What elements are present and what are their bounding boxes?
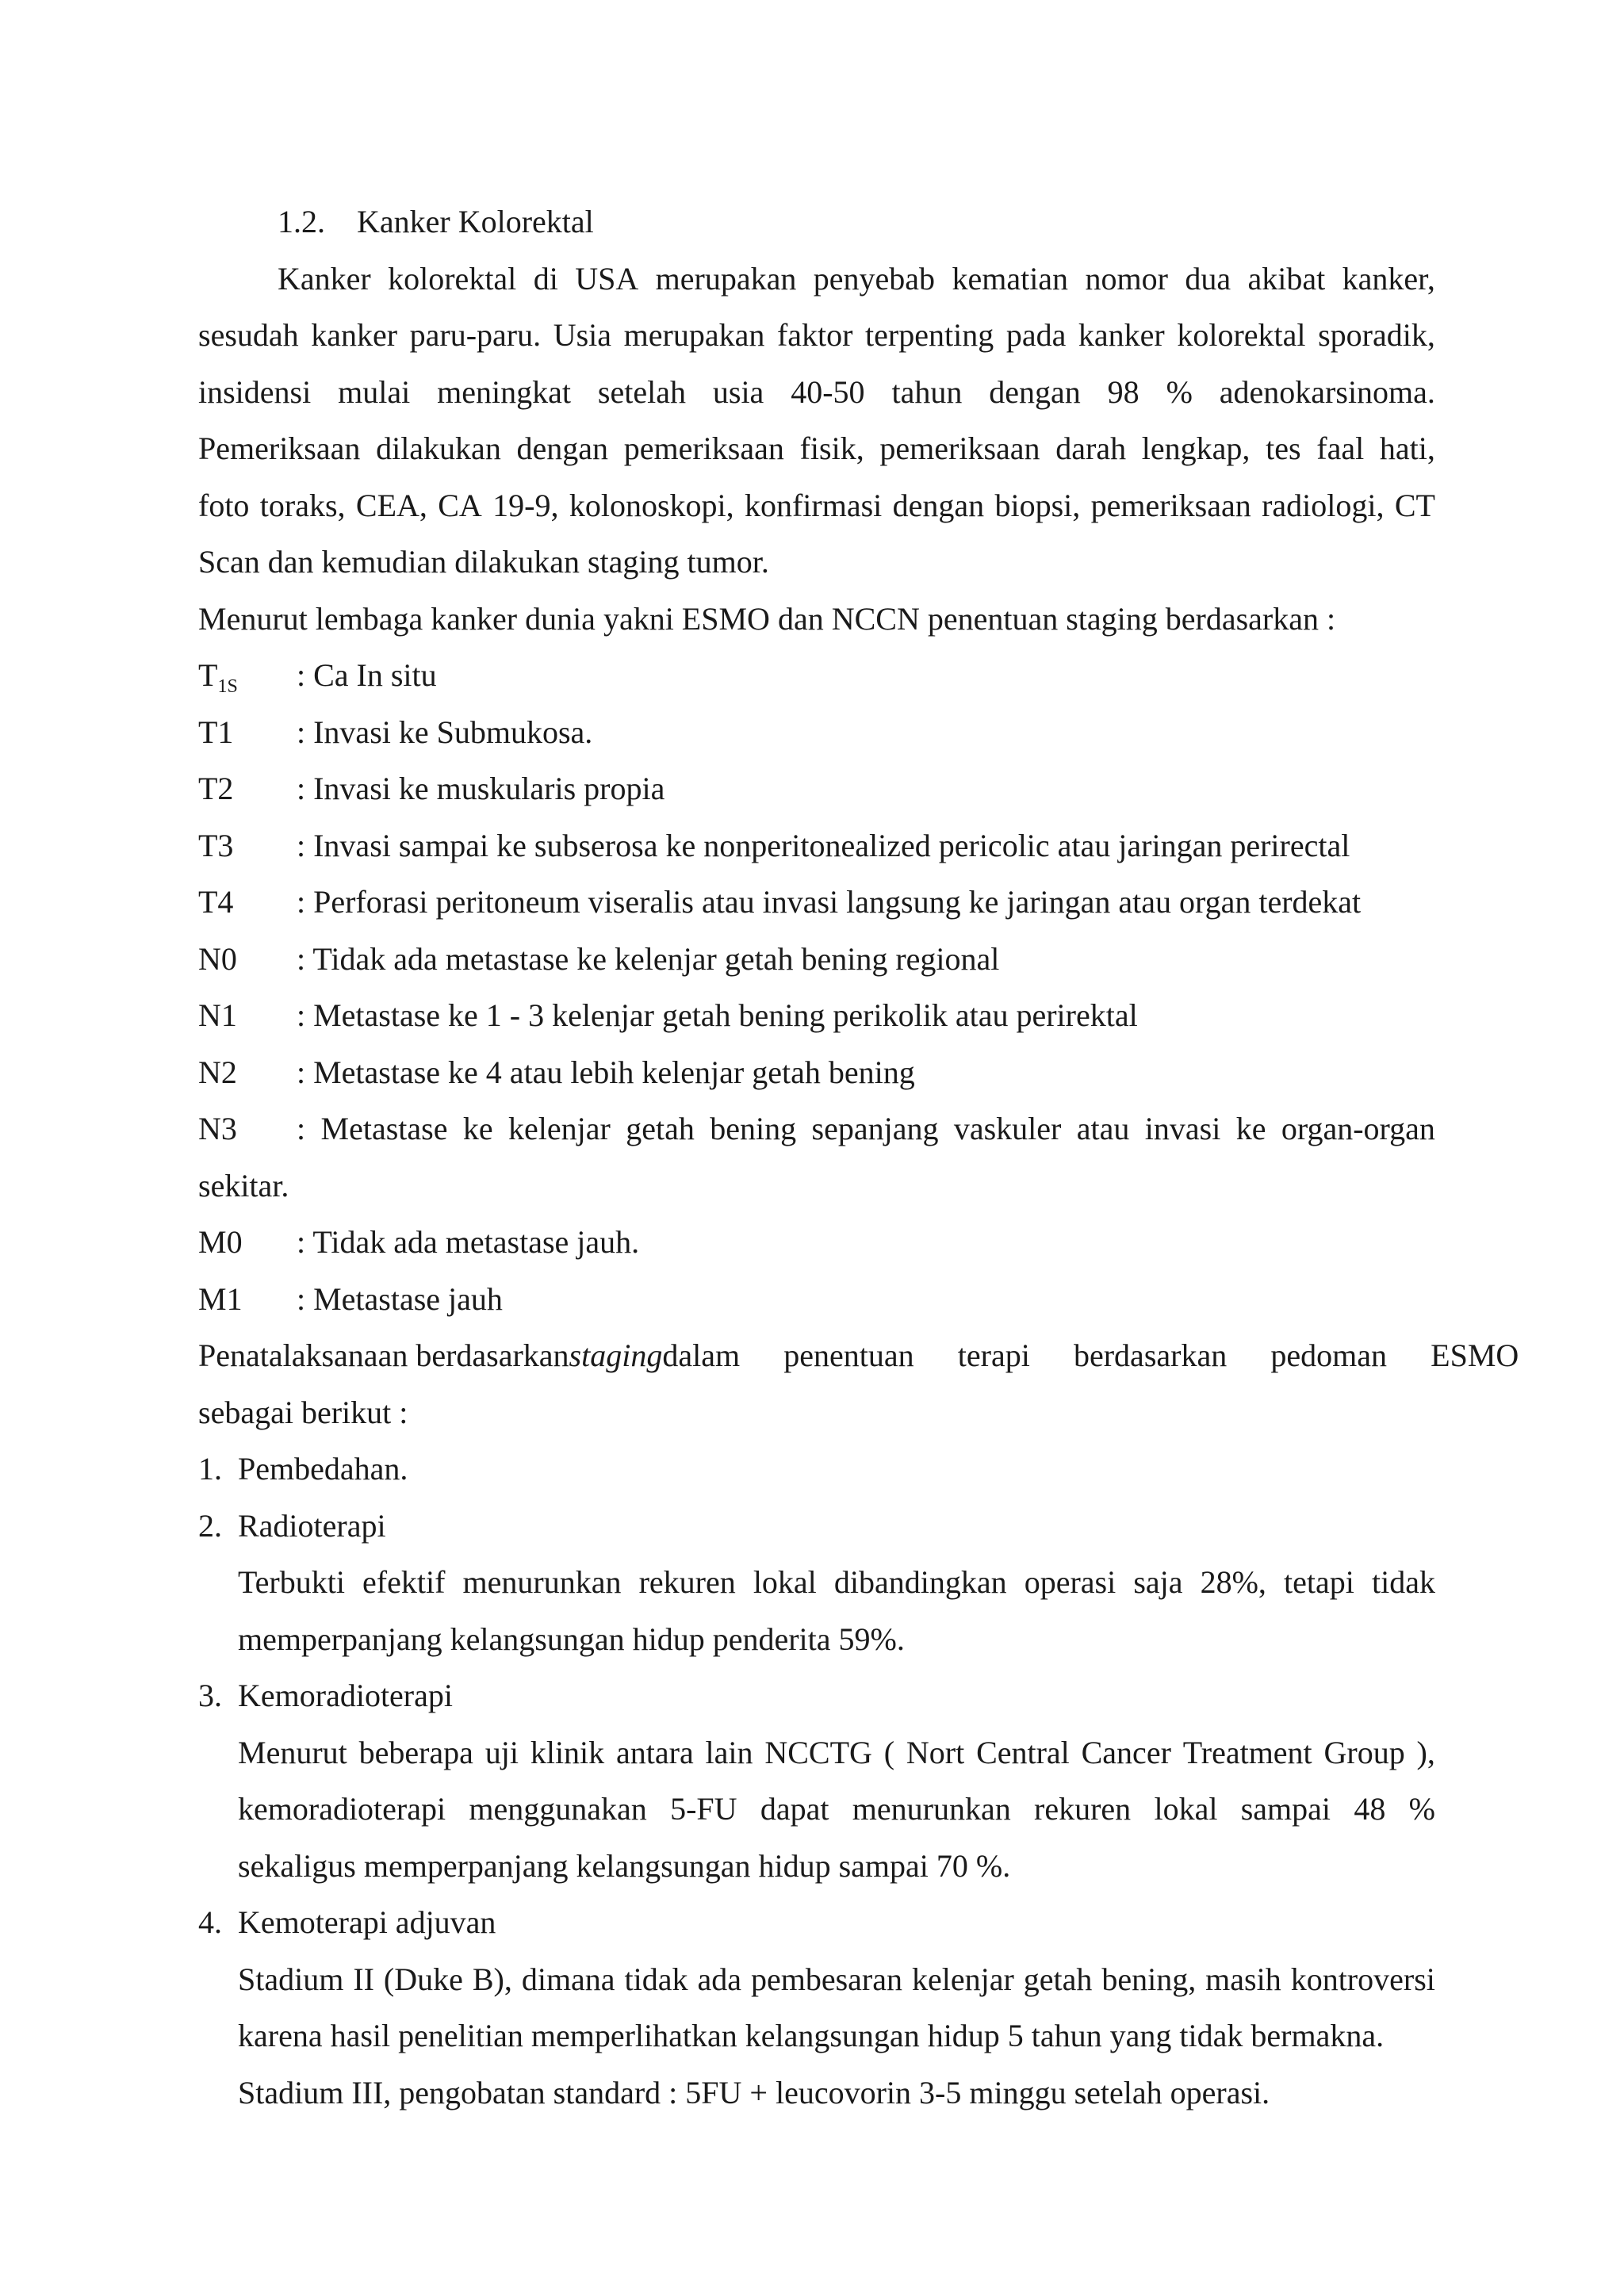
staging-term: M1 xyxy=(198,1280,243,1317)
word: bening xyxy=(710,1111,797,1146)
word: kanker xyxy=(1078,317,1165,353)
word: kematian xyxy=(952,260,1069,297)
word: sesudah xyxy=(198,317,299,353)
staging-term: T3 xyxy=(198,827,234,863)
treatment-body xyxy=(198,1724,1435,1895)
staging-row xyxy=(198,760,1435,817)
word: II xyxy=(353,1961,374,1997)
word: saja xyxy=(1133,1564,1183,1600)
word: sampai xyxy=(1240,1791,1331,1827)
word: foto xyxy=(198,487,250,523)
word: rekuren xyxy=(1034,1791,1132,1827)
word: sepanjang xyxy=(811,1111,939,1146)
treatment-intro-italic: staging xyxy=(569,1337,663,1373)
treatment-title: Kemoterapi adjuvan xyxy=(238,1904,496,1940)
word: (Duke xyxy=(383,1961,463,1997)
word: tidak xyxy=(624,1961,688,1997)
staging-desc: : Invasi sampai ke subserosa ke nonperitonealized pericolic atau jaringan perirectal xyxy=(297,827,1350,863)
word: Nort xyxy=(906,1734,965,1770)
treatment-number: 1. xyxy=(198,1451,222,1487)
word: CT xyxy=(1394,487,1435,523)
word: lokal xyxy=(1154,1791,1218,1827)
word: Stadium xyxy=(238,1961,344,1997)
word: vaskuler xyxy=(953,1111,1062,1146)
word: mulai xyxy=(338,373,411,410)
word: merupakan xyxy=(623,317,765,353)
word: Kanker xyxy=(278,260,371,297)
staging-term: N1 xyxy=(198,997,237,1033)
paragraph-line xyxy=(198,364,1435,421)
section-heading xyxy=(198,193,1435,251)
word: kolonoskopi, xyxy=(569,487,734,523)
staging-continuation: sekitar. xyxy=(198,1167,289,1203)
treatment-body xyxy=(198,1951,1435,2122)
word: penentuan xyxy=(783,1337,914,1373)
word: dapat xyxy=(760,1791,829,1827)
word: menurunkan xyxy=(462,1564,622,1600)
word: Central xyxy=(976,1734,1070,1770)
section-number: 1.2. xyxy=(278,204,325,239)
word: ke xyxy=(462,1111,493,1146)
staging-row xyxy=(198,874,1435,931)
word: ada xyxy=(697,1961,741,1997)
word: lain xyxy=(705,1734,753,1770)
word: setelah xyxy=(597,373,686,410)
word: faktor xyxy=(776,317,853,353)
word: toraks, xyxy=(259,487,346,523)
treatment-title: Radioterapi xyxy=(238,1507,386,1544)
word: efektif xyxy=(362,1564,446,1600)
word: USA xyxy=(575,260,639,297)
word: : xyxy=(297,1111,306,1146)
word: kontroversi xyxy=(1290,1961,1435,1997)
word: masih xyxy=(1205,1961,1281,1997)
treatment-list xyxy=(198,1441,1435,2121)
word: invasi xyxy=(1144,1111,1221,1146)
word: pemeriksaan xyxy=(1090,487,1251,523)
staging-term: N3 xyxy=(198,1111,237,1146)
word: paru-paru. xyxy=(409,317,542,353)
word: 98 xyxy=(1107,373,1139,410)
word: pedoman xyxy=(1270,1337,1387,1373)
word: tes xyxy=(1266,430,1301,466)
word: 48 xyxy=(1354,1791,1386,1827)
word: meningkat xyxy=(437,373,571,410)
staging-intro: Menurut lembaga kanker dunia yakni ESMO dan NCCN penentuan staging berdasarkan : xyxy=(198,600,1336,637)
treatment-body-line: Stadium III, pengobatan standard : 5FU + leucovorin 3-5 minggu setelah operasi. xyxy=(238,2074,1270,2110)
word: kolorektal xyxy=(388,260,517,297)
staging-list xyxy=(198,647,1435,1327)
word: getah xyxy=(1023,1961,1093,1997)
staging-row xyxy=(198,987,1435,1044)
word: operasi xyxy=(1024,1564,1116,1600)
staging-desc: : Tidak ada metastase ke kelenjar getah bening regional xyxy=(297,940,1000,977)
word: 5-FU xyxy=(670,1791,737,1827)
word: pembesaran xyxy=(750,1961,902,1997)
word: adenokarsinoma. xyxy=(1219,373,1435,410)
staging-row xyxy=(198,704,1435,761)
word: biopsi, xyxy=(994,487,1081,523)
word: terapi xyxy=(957,1337,1030,1373)
word: pemeriksaan xyxy=(623,430,784,466)
word: hati, xyxy=(1379,430,1435,466)
treatment-number: 4. xyxy=(198,1904,222,1940)
treatment-body-line xyxy=(238,1781,1435,1838)
treatment-item xyxy=(198,1667,1435,1724)
word: kanker xyxy=(311,317,398,353)
word: tahun xyxy=(891,373,963,410)
word: kelenjar xyxy=(911,1961,1014,1997)
word: terpenting xyxy=(865,317,994,353)
treatment-body-line: memperpanjang kelangsungan hidup penderita 59%. xyxy=(238,1621,905,1657)
treatment-body-line xyxy=(238,1951,1435,2008)
intro-paragraph xyxy=(198,251,1435,591)
treatment-intro xyxy=(198,1327,1519,1384)
staging-desc: : Metastase ke 4 atau lebih kelenjar getah bening xyxy=(297,1054,915,1090)
staging-desc xyxy=(297,1100,1435,1158)
word: darah xyxy=(1055,430,1127,466)
staging-term: M0 xyxy=(198,1224,243,1260)
treatment-title: Pembedahan. xyxy=(238,1451,408,1487)
staging-desc: : Invasi ke Submukosa. xyxy=(297,714,593,750)
word: Menurut xyxy=(238,1734,347,1770)
word: getah xyxy=(626,1111,695,1146)
word: CA xyxy=(438,487,482,523)
word: dibandingkan xyxy=(833,1564,1007,1600)
staging-desc: : Perforasi peritoneum viseralis atau invasi langsung ke jaringan atau organ terdekat xyxy=(297,884,1362,920)
word: bening, xyxy=(1101,1961,1197,1997)
word: pemeriksaan xyxy=(879,430,1040,466)
treatment-body-line: karena hasil penelitian memperlihatkan kelangsungan hidup 5 tahun yang tidak bermakna. xyxy=(238,2018,1385,2053)
staging-term: T1 xyxy=(198,714,234,750)
word: lengkap, xyxy=(1141,430,1251,466)
word: nomor xyxy=(1085,260,1168,297)
word: berdasarkan xyxy=(1073,1337,1228,1373)
word: konfirmasi xyxy=(744,487,883,523)
word: menggunakan xyxy=(469,1791,647,1827)
staging-term: T4 xyxy=(198,884,234,920)
section-title: Kanker Kolorektal xyxy=(357,204,594,239)
word: di xyxy=(533,260,558,297)
word: B), xyxy=(472,1961,512,1997)
word: menurunkan xyxy=(852,1791,1011,1827)
word: organ-organ xyxy=(1281,1111,1435,1146)
staging-row xyxy=(198,1271,1435,1328)
paragraph-line xyxy=(198,307,1435,364)
paragraph-line xyxy=(198,420,1435,477)
treatment-body-line: sekaligus memperpanjang kelangsungan hidup sampai 70 %. xyxy=(238,1847,1011,1884)
word: dimana xyxy=(521,1961,615,1997)
treatment-item xyxy=(198,1441,1435,1498)
word: antara xyxy=(616,1734,694,1770)
treatment-intro-after xyxy=(662,1327,1519,1384)
treatment-intro-line2: sebagai berikut : xyxy=(198,1394,408,1430)
word: lokal xyxy=(753,1564,817,1600)
staging-term: $T_{1S}$ xyxy=(198,657,238,697)
staging-desc: : Ca In situ xyxy=(297,657,437,693)
word: 40-50 xyxy=(791,373,865,410)
word: insidensi xyxy=(198,373,312,410)
word: dua xyxy=(1185,260,1231,297)
word: % xyxy=(1408,1791,1435,1827)
word: ), xyxy=(1416,1734,1435,1770)
word: dengan xyxy=(989,373,1081,410)
treatment-item xyxy=(198,1498,1435,1555)
word: dengan xyxy=(892,487,985,523)
word: uji xyxy=(485,1734,519,1770)
word: beberapa xyxy=(358,1734,473,1770)
staging-row xyxy=(198,1214,1435,1271)
staging-term: N2 xyxy=(198,1054,237,1090)
staging-row xyxy=(198,647,1435,704)
word: kolorektal xyxy=(1177,317,1306,353)
staging-row xyxy=(198,1100,1435,1158)
word: merupakan xyxy=(655,260,797,297)
word: % xyxy=(1166,373,1193,410)
word: usia xyxy=(712,373,764,410)
treatment-body-line xyxy=(238,1554,1435,1611)
treatment-title: Kemoradioterapi xyxy=(238,1678,453,1713)
word: kelenjar xyxy=(508,1111,611,1146)
word: 28%, xyxy=(1200,1564,1266,1600)
word: fisik, xyxy=(799,430,864,466)
word: dalam xyxy=(662,1337,741,1373)
word: rekuren xyxy=(638,1564,736,1600)
word: CEA, xyxy=(355,487,427,523)
word: tidak xyxy=(1371,1564,1435,1600)
word: ESMO xyxy=(1431,1337,1519,1373)
paragraph-line xyxy=(198,477,1435,534)
word: dengan xyxy=(516,430,609,466)
word: tetapi xyxy=(1284,1564,1354,1600)
word: Pemeriksaan xyxy=(198,430,361,466)
word: NCCTG xyxy=(764,1734,872,1770)
staging-row xyxy=(198,1044,1435,1101)
staging-desc: : Invasi ke muskularis propia xyxy=(297,771,665,806)
word: Treatment xyxy=(1182,1734,1312,1770)
word: ke xyxy=(1235,1111,1266,1146)
word: faal xyxy=(1316,430,1365,466)
word: pada xyxy=(1005,317,1067,353)
word: Cancer xyxy=(1081,1734,1171,1770)
staging-term: T2 xyxy=(198,771,234,806)
word: 19-9, xyxy=(492,487,559,523)
document-body xyxy=(198,193,1519,2121)
word: Usia xyxy=(553,317,612,353)
staging-desc: : Tidak ada metastase jauh. xyxy=(297,1224,640,1260)
word: ( xyxy=(883,1734,895,1770)
word: Group xyxy=(1323,1734,1405,1770)
staging-row xyxy=(198,931,1435,988)
word: sporadik, xyxy=(1318,317,1435,353)
word: penyebab xyxy=(813,260,936,297)
treatment-body xyxy=(198,1554,1435,1667)
paragraph-line xyxy=(198,251,1435,308)
word: kanker, xyxy=(1342,260,1435,297)
word: Metastase xyxy=(320,1111,448,1146)
treatment-number: 2. xyxy=(198,1507,222,1544)
paragraph-line: Scan dan kemudian dilakukan staging tumor. xyxy=(198,544,769,580)
staging-term: N0 xyxy=(198,940,237,977)
treatment-intro-before: Penatalaksanaan berdasarkan xyxy=(198,1337,569,1373)
treatment-item xyxy=(198,1894,1435,1951)
word: radiologi, xyxy=(1262,487,1385,523)
staging-desc: : Metastase ke 1 - 3 kelenjar getah bening perikolik atau perirektal xyxy=(297,997,1138,1033)
word: Terbukti xyxy=(238,1564,345,1600)
word: dilakukan xyxy=(376,430,501,466)
word: klinik xyxy=(530,1734,605,1770)
staging-desc: : Metastase jauh xyxy=(297,1280,503,1317)
word: akibat xyxy=(1247,260,1326,297)
treatment-number: 3. xyxy=(198,1678,222,1713)
staging-row xyxy=(198,817,1435,874)
treatment-body-line xyxy=(238,1724,1435,1781)
word: atau xyxy=(1076,1111,1130,1146)
word: kemoradioterapi xyxy=(238,1791,446,1827)
